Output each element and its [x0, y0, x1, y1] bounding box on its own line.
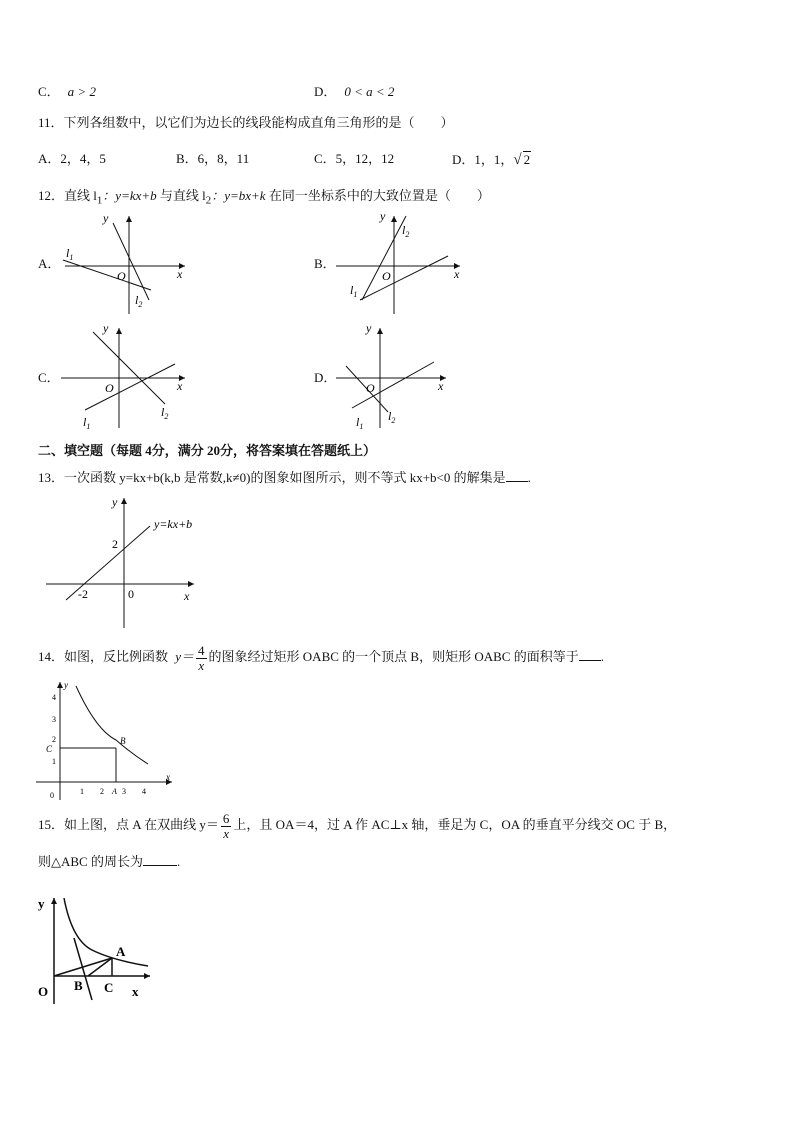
x-label: x	[438, 379, 444, 393]
x-tick-4: 4	[142, 787, 146, 796]
x-label: x	[184, 589, 190, 603]
q12-option-a-label: A．	[38, 256, 61, 271]
line-l2	[93, 332, 165, 404]
l2-label: $l_2$	[161, 405, 169, 421]
x-intercept-label: -2	[78, 587, 88, 601]
q12-graph-a	[55, 208, 195, 318]
l2-label: $l_2$	[135, 293, 143, 309]
q12-option-c-label: C．	[38, 370, 60, 385]
hyperbola-curve	[76, 686, 148, 764]
q11-option-d: D．1，1，√ 2	[452, 152, 531, 168]
origin-label: 0	[128, 587, 134, 601]
line-l2	[362, 216, 406, 300]
line-label: y=kx+b	[154, 517, 193, 531]
point-c-label: C	[46, 744, 53, 754]
origin-label: O	[117, 269, 126, 283]
q12-graph-b	[330, 208, 470, 318]
l1-label: $l_1$	[66, 246, 74, 262]
y-label: y	[103, 211, 109, 225]
y-label: y	[112, 495, 118, 509]
q12-option-d-label: D．	[314, 370, 337, 385]
q15-stem-line2: 则△ABC 的周长为 .	[38, 854, 181, 869]
q12-graph-d	[330, 320, 470, 430]
origin-label: O	[38, 984, 49, 999]
line-l1	[352, 362, 434, 408]
q15-fraction: $\frac{6}{x}$	[222, 810, 230, 841]
point-c-label: C	[104, 980, 114, 995]
q13-answer-blank	[506, 469, 528, 482]
x-tick-3: 3	[122, 787, 126, 796]
y-label: y	[38, 896, 45, 911]
q12-graph-c	[55, 320, 195, 430]
q11-option-c: C．5，12，12	[314, 151, 395, 166]
line-l1	[85, 364, 175, 410]
q13-stem: 13．一次函数 y=kx+b(k,b 是常数,k≠0)的图象如图所示，则不等式 kx+b<0 的解集是 .	[38, 470, 531, 485]
l2-label: $l_2$	[388, 409, 396, 425]
q11-stem: 11．下列各组数中，以它们为边长的线段能构成直角三角形的是（ ）	[38, 115, 454, 130]
y-tick-4: 4	[52, 693, 56, 702]
x-label: x	[132, 984, 139, 999]
q11-option-a: A．2，4，5	[38, 151, 106, 166]
origin-label: O	[105, 381, 114, 395]
y-label: y	[103, 321, 109, 335]
point-a-label: A	[116, 944, 126, 959]
l1-label: $l_1$	[83, 415, 91, 431]
y-tick-3: 3	[52, 715, 56, 724]
y-intercept-label: 2	[112, 537, 118, 551]
x-tick-1: 1	[80, 787, 84, 796]
q15-answer-blank	[143, 853, 177, 866]
q14-graph	[36, 676, 186, 804]
point-b-label: B	[74, 978, 83, 993]
y-label: y	[64, 680, 68, 690]
origin-label: O	[382, 269, 391, 283]
q14-stem: 14．如图，反比例函数 y＝ $\frac{4}{x}$ 的图象经过矩形 OABC 的一个顶点 B，则矩形 OABC 的面积等于 .	[38, 642, 604, 673]
hyperbola-curve	[64, 898, 148, 966]
origin-label: 0	[50, 791, 54, 800]
q14-fraction: $\frac{4}{x}$	[198, 642, 205, 673]
q12-stem: 12．直线 $l_1$：y=kx+b 与直线 $l_2$：y=bx+k 在同一坐标系中的大致位置是（ ）	[38, 188, 490, 207]
x-label: x	[177, 379, 183, 393]
q13-graph	[44, 492, 214, 632]
y-tick-1: 1	[52, 757, 56, 766]
y-label: y	[380, 209, 386, 223]
segment-ab	[88, 958, 112, 976]
origin-label: O	[366, 381, 375, 395]
q10-option-c: C． a > 2	[38, 84, 96, 99]
l1-label: $l_1$	[350, 283, 358, 299]
y-tick-2: 2	[52, 735, 56, 744]
q10-option-d: D． 0 < a < 2	[314, 84, 395, 99]
point-b-label: B	[120, 736, 126, 746]
point-a-label: A	[112, 787, 117, 796]
x-label: x	[177, 267, 183, 281]
y-label: y	[366, 321, 372, 335]
x-label: x	[166, 772, 170, 782]
q11-option-b: B．6，8，11	[176, 151, 250, 166]
l1-label: $l_1$	[356, 415, 364, 431]
q15-graph	[36, 890, 166, 1010]
q14-answer-blank	[579, 648, 601, 661]
section-heading: 二、填空题（每题 4分，满分 20分，将答案填在答题纸上）	[38, 443, 377, 458]
q15-stem-line1: 15．如上图，点 A 在双曲线 y＝ $\frac{6}{x}$ 上，且 OA＝4，过 A 作 AC⊥x 轴，垂足为 C，OA 的垂直平分线交 OC 于 B，	[38, 810, 677, 841]
q12-option-b-label: B．	[314, 256, 336, 271]
line-l2	[113, 223, 149, 300]
x-label: x	[454, 267, 460, 281]
l2-label: $l_2$	[402, 223, 410, 239]
x-tick-2: 2	[100, 787, 104, 796]
